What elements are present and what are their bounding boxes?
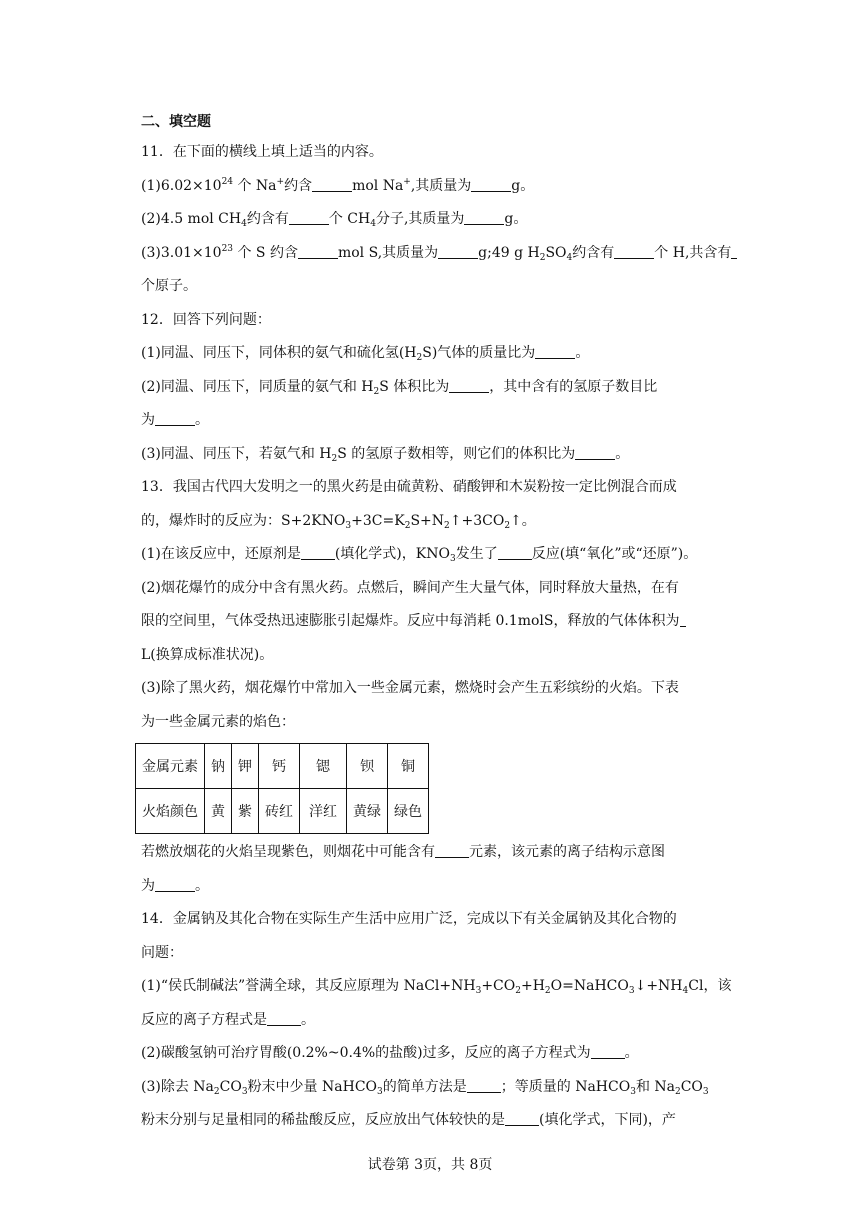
table-cell: 钡 — [347, 744, 388, 789]
answer-blank[interactable] — [614, 244, 654, 259]
answer-blank[interactable] — [535, 344, 575, 359]
answer-blank[interactable] — [298, 244, 338, 259]
table-cell: 钙 — [259, 744, 300, 789]
answer-blank[interactable] — [467, 1078, 501, 1093]
q13-part3-line2: 为一些金属元素的焰色： — [141, 713, 295, 730]
q11-part3: $(3)3.01\times 10^{23}$ 个 S 约含 mol S,其质量为 g;49 g $H_2SO_4$约含有 个 H,共含有 — [141, 237, 721, 271]
answer-blank[interactable] — [267, 1011, 301, 1026]
table-cell: 黄绿 — [347, 789, 388, 834]
answer-blank[interactable] — [301, 545, 335, 560]
q13-part2-line1: (2)烟花爆竹的成分中含有黑火药。点燃后，瞬间产生大量气体，同时释放大量热，在有 — [141, 579, 679, 596]
q13-after-table: 若燃放烟花的火焰呈现紫色，则烟花中可能含有 元素，该元素的离子结构示意图 — [141, 844, 665, 860]
q11-part3-cont: 个原子。 — [141, 278, 197, 294]
q13-after-table-cont: 为 。 — [141, 877, 209, 894]
answer-blank[interactable] — [438, 244, 478, 259]
q14-part1: (1)“侯氏制碱法”誉满全球，其反应原理为 $NaCl+NH_3+CO_2+H_2O=NaHCO_3↓+NH_4Cl$，该 — [141, 978, 732, 996]
answer-blank[interactable] — [155, 877, 195, 892]
q14-part1-cont: 反应的离子方程式是 。 — [141, 1011, 315, 1028]
table-row — [136, 789, 429, 834]
table-cell: 金属元素 — [136, 744, 205, 789]
table-cell: 铜 — [388, 744, 429, 789]
q13-reaction: 的，爆炸时的反应为：$S+2KNO_3+3C=K_2S+N_2↑+3CO_2↑$。 — [141, 512, 536, 531]
table-cell: 火焰颜色 — [136, 789, 205, 834]
table-cell: 洋红 — [300, 789, 347, 834]
q13-stem: 13．我国古代四大发明之一的黑火药是由硫黄粉、硝酸钾和木炭粉按一定比例混合而成 — [141, 479, 677, 495]
q12-part1: (1)同温、同压下，同体积的氨气和硫化氢$(H_2S)$气体的质量比为 。 — [141, 345, 590, 363]
table-cell: 砖红 — [259, 789, 300, 834]
q13-part3-line1: (3)除了黑火药，烟花爆竹中常加入一些金属元素，燃烧时会产生五彩缤纷的火焰。下表 — [141, 680, 679, 696]
answer-blank[interactable] — [575, 445, 615, 460]
answer-blank[interactable] — [680, 612, 686, 627]
table-cell: 钠 — [205, 744, 232, 789]
answer-blank[interactable] — [449, 378, 489, 393]
answer-blank[interactable] — [505, 1111, 539, 1126]
table-row — [136, 744, 429, 789]
answer-blank[interactable] — [435, 843, 469, 858]
q12-part2-cont: 为 。 — [141, 412, 209, 428]
question-content — [141, 108, 732, 1138]
answer-blank[interactable] — [731, 244, 737, 259]
flame-color-table — [135, 743, 429, 834]
table-cell: 黄 — [205, 789, 232, 834]
q13-part1: (1)在该反应中，还原剂是 (填化学式)，$KNO_3$发生了 反应(填“氧化”或“还原”)。 — [141, 546, 698, 564]
q12-stem: 12．回答下列问题： — [141, 311, 271, 328]
table-cell: 锶 — [300, 744, 347, 789]
answer-blank[interactable] — [155, 411, 195, 426]
q11-stem: 11．在下面的横线上填上适当的内容。 — [141, 144, 383, 160]
q12-part3: (3)同温、同压下，若氨气和 $H_2S$ 的氢原子数相等，则它们的体积比为 。 — [141, 445, 630, 464]
q14-part3: (3)除去 $Na_2CO_3$粉末中少量 NaHCO$_3$的简单方法是 ；等质量的 NaHCO$_3$和 $Na_2CO_3$ — [141, 1078, 709, 1097]
page-footer: 试卷第 3页，共 8页 — [367, 1157, 493, 1173]
q13-part2-line2: 限的空间里，气体受热迅速膨胀引起爆炸。反应中每消耗 0.1molS，释放的气体体积为 — [141, 605, 721, 639]
q13-part2-line3: L(换算成标准状况)。 — [141, 646, 274, 663]
table-cell: 紫 — [232, 789, 259, 834]
q11-part2: (2)4.5 mol $CH_4$约含有 个 $CH_4$分子,其质量为 g。 — [141, 211, 528, 229]
q14-stem: 14．金属钠及其化合物在实际生产生活中应用广泛，完成以下有关金属钠及其化合物的 — [141, 911, 677, 927]
section-title: 二、填空题 — [141, 114, 211, 130]
q14-part3-cont: 粉末分别与足量相同的稀盐酸反应，反应放出气体较快的是 (填化学式，下同)，产 — [141, 1112, 676, 1128]
answer-blank[interactable] — [289, 210, 329, 225]
table-cell: 钾 — [232, 744, 259, 789]
q12-part2: (2)同温、同压下，同质量的氨气和 $H_2S$ 体积比为 ，其中含有的氢原子数目比 — [141, 378, 658, 397]
answer-blank[interactable] — [471, 177, 511, 192]
q14-stem-cont: 问题： — [141, 944, 183, 961]
table-cell: 绿色 — [388, 789, 429, 834]
answer-blank[interactable] — [591, 1044, 625, 1059]
answer-blank[interactable] — [464, 210, 504, 225]
q11-part1: $(1)6.02\times 10^{24}$ 个 Na+约含 mol Na+,其质量为 g。 — [141, 176, 535, 194]
answer-blank[interactable] — [498, 545, 532, 560]
q14-part2: (2)碳酸氢钠可治疗胃酸(0.2%~0.4%的盐酸)过多，反应的离子方程式为 。 — [141, 1045, 639, 1061]
answer-blank[interactable] — [312, 177, 352, 192]
